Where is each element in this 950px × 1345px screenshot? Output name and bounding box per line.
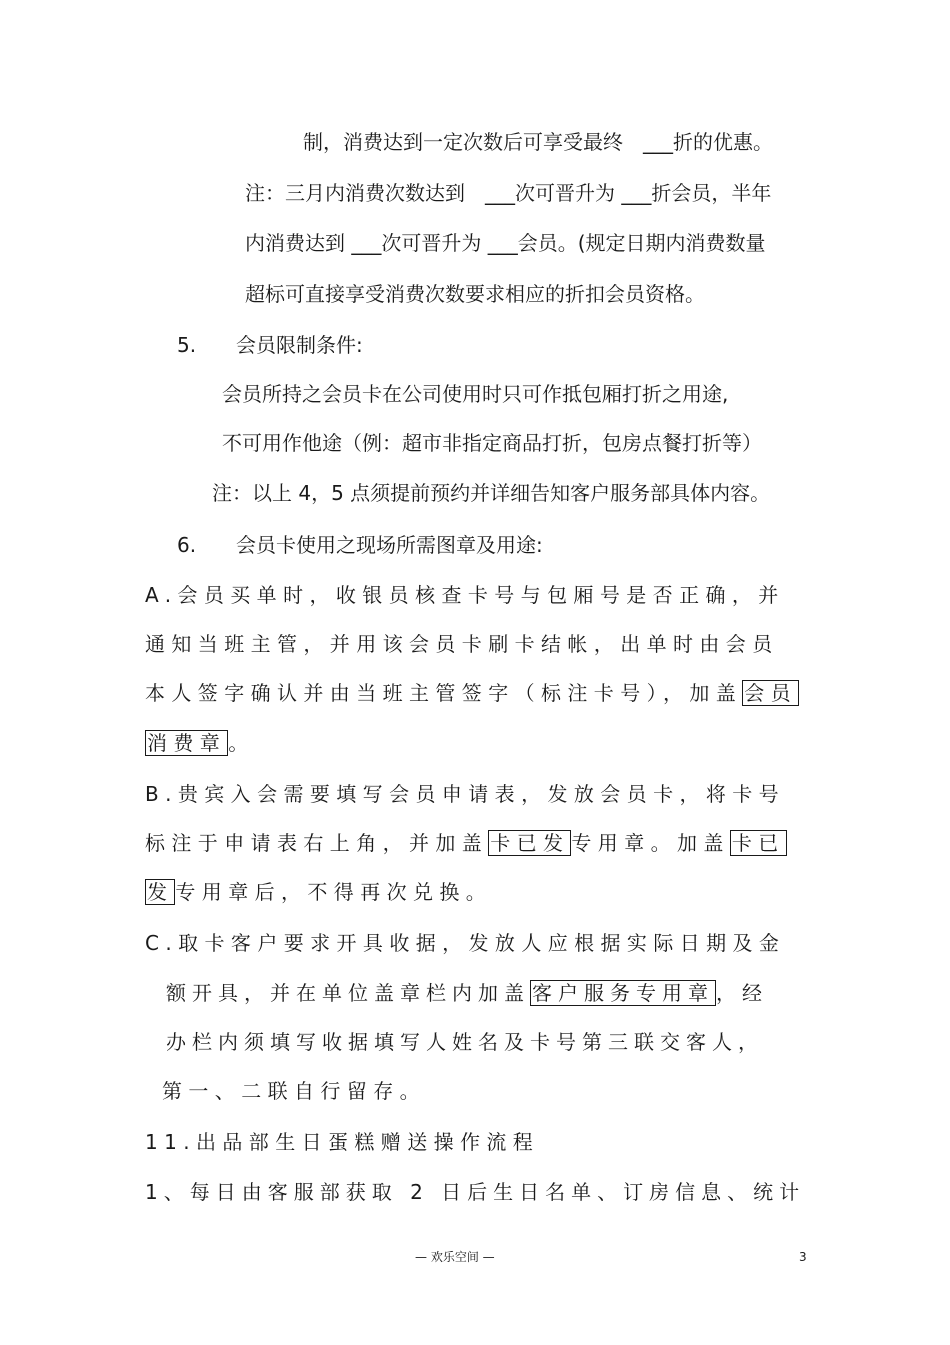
section-heading: 会员卡使用之现场所需图章及用途: — [236, 533, 543, 557]
paragraph-line — [145, 730, 255, 756]
paragraph-line: B.贵宾入会需要填写会员申请表，发放会员卡，将卡号 — [145, 782, 786, 806]
paragraph-line — [145, 879, 492, 905]
text-run: 。 — [228, 731, 255, 755]
paragraph-line — [166, 980, 768, 1006]
paragraph-line — [145, 830, 787, 856]
text-run: 专用章。加盖 — [571, 831, 730, 855]
text-run: ，经 — [716, 981, 768, 1005]
stamp-box: 发 — [147, 880, 174, 904]
text-run: 本人签字确认并由当班主管签字（标注卡号），加盖 — [145, 681, 743, 705]
section-heading: 11.出品部生日蛋糕赠送操作流程 — [145, 1130, 540, 1154]
stamp-box: 会员 — [744, 681, 798, 705]
paragraph-line: 超标可直接享受消费次数要求相应的折扣会员资格。 — [245, 282, 705, 306]
stamp-box: 客户服务专用章 — [532, 981, 714, 1005]
section-heading: 会员限制条件: — [236, 333, 363, 357]
paragraph-line: 不可用作他途（例：超市非指定商品打折，包房点餐打折等） — [222, 431, 762, 455]
paragraph-line: 内消费达到 ___次可晋升为 ___会员。(规定日期内消费数量 — [245, 231, 766, 255]
paragraph-line: C.取卡客户要求开具收据，发放人应根据实际日期及金 — [145, 931, 786, 955]
paragraph-line: 1、每日由客服部获取 2 日后生日名单、订房信息、统计 — [145, 1180, 806, 1204]
stamp-box: 消费章 — [147, 731, 227, 755]
paragraph-line: 注：三月内消费次数达到 ___次可晋升为 ___折会员，半年 — [245, 181, 772, 205]
stamp-box: 卡已发 — [490, 831, 570, 855]
paragraph-line: 通知当班主管，并用该会员卡刷卡结帐，出单时由会员 — [145, 632, 779, 656]
paragraph-line — [145, 680, 799, 706]
text-run: 额开具，并在单位盖章栏内加盖 — [166, 981, 530, 1005]
section-number: 6. — [177, 533, 197, 557]
stamp-box: 卡已 — [731, 831, 785, 855]
text-run: 专用章后，不得再次兑换。 — [175, 880, 493, 904]
note-line: 注：以上 4，5 点须提前预约并详细告知客户服务部具体内容。 — [212, 481, 771, 505]
paragraph-line: 制，消费达到一定次数后可享受最终 ___折的优惠。 — [303, 130, 773, 154]
paragraph-line: 第一、二联自行留存。 — [162, 1079, 426, 1103]
text-run: 标注于申请表右上角，并加盖 — [145, 831, 489, 855]
paragraph-line: A.会员买单时，收银员核查卡号与包厢号是否正确，并 — [145, 583, 785, 607]
paragraph-line: 会员所持之会员卡在公司使用时只可作抵包厢打折之用途, — [222, 382, 729, 406]
paragraph-line: 办栏内须填写收据填写人姓名及卡号第三联交客人， — [166, 1030, 764, 1054]
section-number: 5. — [177, 333, 197, 357]
page-footer-title: — 欢乐空间 — — [415, 1250, 495, 1264]
page-number: 3 — [799, 1250, 807, 1264]
